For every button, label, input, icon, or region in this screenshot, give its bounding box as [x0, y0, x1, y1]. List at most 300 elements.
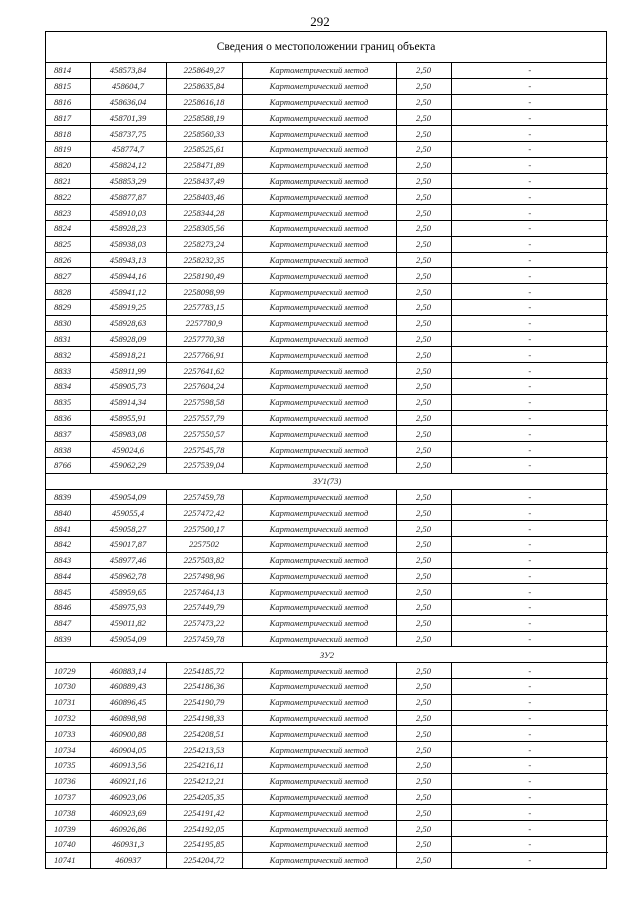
- accuracy-cell: 2,50: [396, 394, 451, 410]
- table-row: [46, 157, 608, 173]
- accuracy-cell: 2,50: [396, 173, 451, 189]
- accuracy-cell: 2,50: [396, 773, 451, 789]
- point-number-cell: 8843: [46, 552, 90, 568]
- accuracy-cell: 2,50: [396, 758, 451, 774]
- accuracy-cell: 2,50: [396, 710, 451, 726]
- coordinates-table: [46, 63, 608, 868]
- point-number-cell: 10739: [46, 821, 90, 837]
- x-coordinate-cell: 458701,39: [90, 110, 166, 126]
- x-coordinate-cell: 460900,88: [90, 726, 166, 742]
- table-row: [46, 852, 608, 867]
- y-coordinate-cell: 2258098,99: [166, 284, 242, 300]
- description-cell: -: [451, 426, 608, 442]
- accuracy-cell: 2,50: [396, 568, 451, 584]
- y-coordinate-cell: 2257500,17: [166, 521, 242, 537]
- x-coordinate-cell: 458824,12: [90, 157, 166, 173]
- x-coordinate-cell: 458962,78: [90, 568, 166, 584]
- table-row: [46, 821, 608, 837]
- method-cell: Картометрический метод: [242, 442, 396, 458]
- table-row: [46, 363, 608, 379]
- method-cell: Картометрический метод: [242, 426, 396, 442]
- description-cell: -: [451, 236, 608, 252]
- table-row: [46, 789, 608, 805]
- accuracy-cell: 2,50: [396, 584, 451, 600]
- section-label: ЗУ1(73): [46, 473, 608, 489]
- x-coordinate-cell: 460904,05: [90, 742, 166, 758]
- table-row: [46, 679, 608, 695]
- description-cell: -: [451, 442, 608, 458]
- table-row: [46, 837, 608, 853]
- method-cell: Картометрический метод: [242, 852, 396, 867]
- description-cell: -: [451, 110, 608, 126]
- y-coordinate-cell: 2257502: [166, 536, 242, 552]
- method-cell: Картометрический метод: [242, 315, 396, 331]
- x-coordinate-cell: 458604,7: [90, 78, 166, 94]
- method-cell: Картометрический метод: [242, 189, 396, 205]
- point-number-cell: 10737: [46, 789, 90, 805]
- x-coordinate-cell: 458905,73: [90, 378, 166, 394]
- y-coordinate-cell: 2257550,57: [166, 426, 242, 442]
- table-row: [46, 442, 608, 458]
- method-cell: Картометрический метод: [242, 805, 396, 821]
- method-cell: Картометрический метод: [242, 679, 396, 695]
- point-number-cell: 10740: [46, 837, 90, 853]
- accuracy-cell: 2,50: [396, 252, 451, 268]
- table-row: [46, 378, 608, 394]
- point-number-cell: 10731: [46, 694, 90, 710]
- x-coordinate-cell: 459011,82: [90, 615, 166, 631]
- table-row: [46, 141, 608, 157]
- x-coordinate-cell: 458737,75: [90, 126, 166, 142]
- point-number-cell: 10732: [46, 710, 90, 726]
- accuracy-cell: 2,50: [396, 457, 451, 473]
- section-row: [46, 473, 608, 489]
- method-cell: Картометрический метод: [242, 726, 396, 742]
- point-number-cell: 8828: [46, 284, 90, 300]
- description-cell: -: [451, 205, 608, 221]
- accuracy-cell: 2,50: [396, 426, 451, 442]
- table-row: [46, 189, 608, 205]
- method-cell: Картометрический метод: [242, 821, 396, 837]
- method-cell: Картометрический метод: [242, 521, 396, 537]
- y-coordinate-cell: 2254213,53: [166, 742, 242, 758]
- accuracy-cell: 2,50: [396, 521, 451, 537]
- description-cell: -: [451, 284, 608, 300]
- point-number-cell: 8819: [46, 141, 90, 157]
- table-row: [46, 426, 608, 442]
- table-row: [46, 126, 608, 142]
- y-coordinate-cell: 2254216,11: [166, 758, 242, 774]
- method-cell: Картометрический метод: [242, 363, 396, 379]
- method-cell: Картометрический метод: [242, 331, 396, 347]
- y-coordinate-cell: 2258525,61: [166, 141, 242, 157]
- table-row: [46, 631, 608, 647]
- method-cell: Картометрический метод: [242, 173, 396, 189]
- method-cell: Картометрический метод: [242, 141, 396, 157]
- point-number-cell: 10736: [46, 773, 90, 789]
- table-row: [46, 742, 608, 758]
- y-coordinate-cell: 2258190,49: [166, 268, 242, 284]
- x-coordinate-cell: 460883,14: [90, 663, 166, 679]
- description-cell: -: [451, 252, 608, 268]
- y-coordinate-cell: 2257473,22: [166, 615, 242, 631]
- y-coordinate-cell: 2257641,62: [166, 363, 242, 379]
- coordinates-table-body: [46, 63, 608, 868]
- description-cell: -: [451, 331, 608, 347]
- accuracy-cell: 2,50: [396, 852, 451, 867]
- description-cell: -: [451, 663, 608, 679]
- description-cell: -: [451, 615, 608, 631]
- description-cell: -: [451, 773, 608, 789]
- table-row: [46, 94, 608, 110]
- description-cell: -: [451, 78, 608, 94]
- y-coordinate-cell: 2258649,27: [166, 63, 242, 78]
- point-number-cell: 8839: [46, 631, 90, 647]
- accuracy-cell: 2,50: [396, 299, 451, 315]
- description-cell: -: [451, 742, 608, 758]
- method-cell: Картометрический метод: [242, 110, 396, 126]
- point-number-cell: 8838: [46, 442, 90, 458]
- point-number-cell: 8822: [46, 189, 90, 205]
- x-coordinate-cell: 460921,16: [90, 773, 166, 789]
- table-row: [46, 78, 608, 94]
- x-coordinate-cell: 458977,46: [90, 552, 166, 568]
- y-coordinate-cell: 2254192,05: [166, 821, 242, 837]
- point-number-cell: 10733: [46, 726, 90, 742]
- method-cell: Картометрический метод: [242, 157, 396, 173]
- point-number-cell: 8827: [46, 268, 90, 284]
- y-coordinate-cell: 2258560,33: [166, 126, 242, 142]
- accuracy-cell: 2,50: [396, 789, 451, 805]
- accuracy-cell: 2,50: [396, 726, 451, 742]
- description-cell: -: [451, 299, 608, 315]
- x-coordinate-cell: 458943,13: [90, 252, 166, 268]
- method-cell: Картометрический метод: [242, 347, 396, 363]
- point-number-cell: 8826: [46, 252, 90, 268]
- point-number-cell: 8845: [46, 584, 90, 600]
- y-coordinate-cell: 2257604,24: [166, 378, 242, 394]
- table-row: [46, 220, 608, 236]
- description-cell: -: [451, 631, 608, 647]
- point-number-cell: 8847: [46, 615, 90, 631]
- method-cell: Картометрический метод: [242, 63, 396, 78]
- x-coordinate-cell: 458774,7: [90, 141, 166, 157]
- y-coordinate-cell: 2258273,24: [166, 236, 242, 252]
- point-number-cell: 8825: [46, 236, 90, 252]
- y-coordinate-cell: 2257783,15: [166, 299, 242, 315]
- y-coordinate-cell: 2254205,35: [166, 789, 242, 805]
- table-row: [46, 536, 608, 552]
- table-row: [46, 457, 608, 473]
- method-cell: Картометрический метод: [242, 94, 396, 110]
- x-coordinate-cell: 459054,09: [90, 631, 166, 647]
- description-cell: -: [451, 568, 608, 584]
- point-number-cell: 8815: [46, 78, 90, 94]
- accuracy-cell: 2,50: [396, 505, 451, 521]
- section-row: [46, 647, 608, 663]
- method-cell: Картометрический метод: [242, 284, 396, 300]
- x-coordinate-cell: 458959,65: [90, 584, 166, 600]
- method-cell: Картометрический метод: [242, 568, 396, 584]
- description-cell: -: [451, 679, 608, 695]
- table-row: [46, 615, 608, 631]
- description-cell: -: [451, 126, 608, 142]
- y-coordinate-cell: 2257598,58: [166, 394, 242, 410]
- description-cell: -: [451, 173, 608, 189]
- point-number-cell: 8833: [46, 363, 90, 379]
- table-row: [46, 410, 608, 426]
- method-cell: Картометрический метод: [242, 615, 396, 631]
- y-coordinate-cell: 2258471,89: [166, 157, 242, 173]
- table-row: [46, 758, 608, 774]
- x-coordinate-cell: 458877,87: [90, 189, 166, 205]
- x-coordinate-cell: 460926,86: [90, 821, 166, 837]
- accuracy-cell: 2,50: [396, 410, 451, 426]
- y-coordinate-cell: 2254212,21: [166, 773, 242, 789]
- point-number-cell: 8846: [46, 600, 90, 616]
- method-cell: Картометрический метод: [242, 236, 396, 252]
- y-coordinate-cell: 2257557,79: [166, 410, 242, 426]
- table-row: [46, 726, 608, 742]
- x-coordinate-cell: 458918,21: [90, 347, 166, 363]
- point-number-cell: 8836: [46, 410, 90, 426]
- description-cell: -: [451, 457, 608, 473]
- y-coordinate-cell: 2254185,72: [166, 663, 242, 679]
- method-cell: Картометрический метод: [242, 536, 396, 552]
- method-cell: Картометрический метод: [242, 758, 396, 774]
- description-cell: -: [451, 410, 608, 426]
- accuracy-cell: 2,50: [396, 78, 451, 94]
- accuracy-cell: 2,50: [396, 236, 451, 252]
- method-cell: Картометрический метод: [242, 631, 396, 647]
- y-coordinate-cell: 2257545,78: [166, 442, 242, 458]
- x-coordinate-cell: 460889,43: [90, 679, 166, 695]
- x-coordinate-cell: 458573,84: [90, 63, 166, 78]
- accuracy-cell: 2,50: [396, 679, 451, 695]
- y-coordinate-cell: 2257464,13: [166, 584, 242, 600]
- table-row: [46, 331, 608, 347]
- table-row: [46, 489, 608, 505]
- table-row: [46, 552, 608, 568]
- point-number-cell: 8840: [46, 505, 90, 521]
- description-cell: -: [451, 505, 608, 521]
- accuracy-cell: 2,50: [396, 141, 451, 157]
- method-cell: Картометрический метод: [242, 489, 396, 505]
- table-row: [46, 268, 608, 284]
- point-number-cell: 10735: [46, 758, 90, 774]
- method-cell: Картометрический метод: [242, 789, 396, 805]
- method-cell: Картометрический метод: [242, 600, 396, 616]
- point-number-cell: 10729: [46, 663, 90, 679]
- table-row: [46, 284, 608, 300]
- method-cell: Картометрический метод: [242, 710, 396, 726]
- method-cell: Картометрический метод: [242, 126, 396, 142]
- point-number-cell: 8821: [46, 173, 90, 189]
- description-cell: -: [451, 694, 608, 710]
- accuracy-cell: 2,50: [396, 189, 451, 205]
- x-coordinate-cell: 458911,99: [90, 363, 166, 379]
- point-number-cell: 10734: [46, 742, 90, 758]
- description-cell: -: [451, 220, 608, 236]
- point-number-cell: 8835: [46, 394, 90, 410]
- accuracy-cell: 2,50: [396, 694, 451, 710]
- point-number-cell: 8823: [46, 205, 90, 221]
- y-coordinate-cell: 2258588,19: [166, 110, 242, 126]
- description-cell: -: [451, 584, 608, 600]
- accuracy-cell: 2,50: [396, 347, 451, 363]
- table-row: [46, 584, 608, 600]
- accuracy-cell: 2,50: [396, 378, 451, 394]
- y-coordinate-cell: 2258305,56: [166, 220, 242, 236]
- point-number-cell: 8844: [46, 568, 90, 584]
- y-coordinate-cell: 2258616,18: [166, 94, 242, 110]
- method-cell: Картометрический метод: [242, 505, 396, 521]
- x-coordinate-cell: 458928,63: [90, 315, 166, 331]
- table-row: [46, 205, 608, 221]
- accuracy-cell: 2,50: [396, 268, 451, 284]
- point-number-cell: 10730: [46, 679, 90, 695]
- x-coordinate-cell: 458944,16: [90, 268, 166, 284]
- table-row: [46, 663, 608, 679]
- section-label: ЗУ2: [46, 647, 608, 663]
- method-cell: Картометрический метод: [242, 268, 396, 284]
- y-coordinate-cell: 2258232,35: [166, 252, 242, 268]
- table-row: [46, 252, 608, 268]
- description-cell: -: [451, 536, 608, 552]
- method-cell: Картометрический метод: [242, 837, 396, 853]
- y-coordinate-cell: 2257780,9: [166, 315, 242, 331]
- table-row: [46, 173, 608, 189]
- point-number-cell: 8829: [46, 299, 90, 315]
- accuracy-cell: 2,50: [396, 489, 451, 505]
- y-coordinate-cell: 2254204,72: [166, 852, 242, 867]
- y-coordinate-cell: 2257459,78: [166, 489, 242, 505]
- method-cell: Картометрический метод: [242, 584, 396, 600]
- x-coordinate-cell: 458919,25: [90, 299, 166, 315]
- table-row: [46, 299, 608, 315]
- table-row: [46, 315, 608, 331]
- table-row: [46, 600, 608, 616]
- point-number-cell: 8820: [46, 157, 90, 173]
- y-coordinate-cell: 2257498,96: [166, 568, 242, 584]
- description-cell: -: [451, 726, 608, 742]
- method-cell: Картометрический метод: [242, 299, 396, 315]
- y-coordinate-cell: 2258635,84: [166, 78, 242, 94]
- method-cell: Картометрический метод: [242, 410, 396, 426]
- method-cell: Картометрический метод: [242, 552, 396, 568]
- accuracy-cell: 2,50: [396, 220, 451, 236]
- x-coordinate-cell: 459062,29: [90, 457, 166, 473]
- method-cell: Картометрический метод: [242, 378, 396, 394]
- accuracy-cell: 2,50: [396, 631, 451, 647]
- page-number: 292: [310, 14, 330, 29]
- point-number-cell: 8818: [46, 126, 90, 142]
- point-number-cell: 8830: [46, 315, 90, 331]
- x-coordinate-cell: 458955,91: [90, 410, 166, 426]
- description-cell: -: [451, 837, 608, 853]
- y-coordinate-cell: 2254195,85: [166, 837, 242, 853]
- accuracy-cell: 2,50: [396, 284, 451, 300]
- point-number-cell: 10741: [46, 852, 90, 867]
- x-coordinate-cell: 460898,98: [90, 710, 166, 726]
- coordinates-sheet: [45, 31, 607, 869]
- table-row: [46, 710, 608, 726]
- y-coordinate-cell: 2254198,33: [166, 710, 242, 726]
- x-coordinate-cell: 458636,04: [90, 94, 166, 110]
- y-coordinate-cell: 2254186,36: [166, 679, 242, 695]
- table-row: [46, 347, 608, 363]
- description-cell: -: [451, 489, 608, 505]
- x-coordinate-cell: 458975,93: [90, 600, 166, 616]
- y-coordinate-cell: 2258403,46: [166, 189, 242, 205]
- method-cell: Картометрический метод: [242, 252, 396, 268]
- x-coordinate-cell: 460913,56: [90, 758, 166, 774]
- method-cell: Картометрический метод: [242, 773, 396, 789]
- x-coordinate-cell: 458983,08: [90, 426, 166, 442]
- x-coordinate-cell: 459054,09: [90, 489, 166, 505]
- y-coordinate-cell: 2258344,28: [166, 205, 242, 221]
- accuracy-cell: 2,50: [396, 663, 451, 679]
- x-coordinate-cell: 458928,09: [90, 331, 166, 347]
- table-row: [46, 694, 608, 710]
- description-cell: -: [451, 141, 608, 157]
- accuracy-cell: 2,50: [396, 600, 451, 616]
- x-coordinate-cell: 460896,45: [90, 694, 166, 710]
- method-cell: Картометрический метод: [242, 457, 396, 473]
- point-number-cell: 8841: [46, 521, 90, 537]
- point-number-cell: 8839: [46, 489, 90, 505]
- accuracy-cell: 2,50: [396, 315, 451, 331]
- x-coordinate-cell: 459024,6: [90, 442, 166, 458]
- accuracy-cell: 2,50: [396, 331, 451, 347]
- description-cell: -: [451, 552, 608, 568]
- x-coordinate-cell: 458853,29: [90, 173, 166, 189]
- x-coordinate-cell: 458910,03: [90, 205, 166, 221]
- description-cell: -: [451, 378, 608, 394]
- method-cell: Картометрический метод: [242, 205, 396, 221]
- y-coordinate-cell: 2257766,91: [166, 347, 242, 363]
- accuracy-cell: 2,50: [396, 363, 451, 379]
- description-cell: -: [451, 600, 608, 616]
- table-row: [46, 110, 608, 126]
- x-coordinate-cell: 460931,3: [90, 837, 166, 853]
- x-coordinate-cell: 459017,87: [90, 536, 166, 552]
- table-row: [46, 236, 608, 252]
- description-cell: -: [451, 315, 608, 331]
- y-coordinate-cell: 2257449,79: [166, 600, 242, 616]
- table-row: [46, 394, 608, 410]
- table-row: [46, 568, 608, 584]
- point-number-cell: 8837: [46, 426, 90, 442]
- description-cell: -: [451, 189, 608, 205]
- point-number-cell: 8834: [46, 378, 90, 394]
- description-cell: -: [451, 821, 608, 837]
- accuracy-cell: 2,50: [396, 615, 451, 631]
- description-cell: -: [451, 157, 608, 173]
- table-row: [46, 63, 608, 78]
- accuracy-cell: 2,50: [396, 157, 451, 173]
- x-coordinate-cell: 460923,69: [90, 805, 166, 821]
- x-coordinate-cell: 458941,12: [90, 284, 166, 300]
- point-number-cell: 10738: [46, 805, 90, 821]
- description-cell: -: [451, 347, 608, 363]
- x-coordinate-cell: 458928,23: [90, 220, 166, 236]
- y-coordinate-cell: 2254208,51: [166, 726, 242, 742]
- y-coordinate-cell: 2254190,79: [166, 694, 242, 710]
- method-cell: Картометрический метод: [242, 394, 396, 410]
- description-cell: -: [451, 63, 608, 78]
- y-coordinate-cell: 2257770,38: [166, 331, 242, 347]
